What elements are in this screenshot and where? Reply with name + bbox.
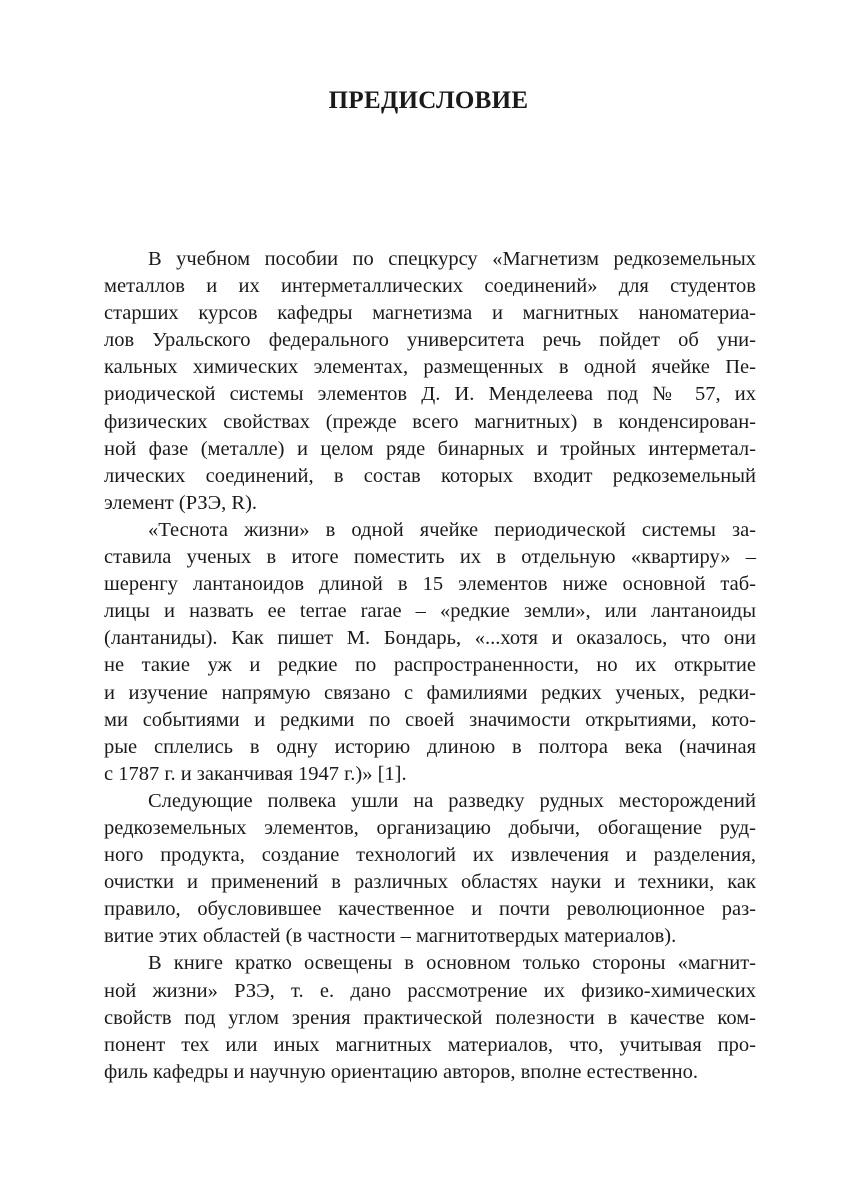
text-line: ной фазе (металле) и целом ряде бинарных и тройных интерметал- bbox=[104, 437, 756, 460]
paragraph bbox=[104, 788, 756, 951]
text-line: правило, обусловившее качественное и почти революционное раз- bbox=[104, 898, 756, 921]
text-line: элемент (РЗЭ, R). bbox=[104, 491, 258, 514]
text-line: лицы и назвать ее terrae rarae – «редкие земли», или лантаноиды bbox=[104, 600, 756, 623]
paragraph bbox=[104, 517, 756, 788]
text-line: В книге кратко освещены в основном только стороны «магнит- bbox=[148, 952, 756, 975]
text-line: старших курсов кафедры магнетизма и магнитных наноматериа- bbox=[104, 302, 756, 325]
text-line: кальных химических элементах, размещенных в одной ячейке Пе- bbox=[104, 356, 756, 379]
text-line: очистки и применений в различных областях науки и техники, как bbox=[104, 871, 756, 894]
text-line: «Теснота жизни» в одной ячейке периодической системы за- bbox=[148, 518, 756, 541]
text-line: ного продукта, создание технологий их извлечения и разделения, bbox=[104, 844, 756, 867]
paragraph bbox=[104, 950, 756, 1085]
text-line: металлов и их интерметаллических соединений» для студентов bbox=[104, 275, 756, 298]
text-line: с 1787 г. и заканчивая 1947 г.)» [1]. bbox=[104, 762, 407, 785]
text-line: лических соединений, в состав которых входит редкоземельный bbox=[104, 464, 756, 487]
body-text bbox=[104, 246, 756, 1086]
text-line: шеренгу лантаноидов длиной в 15 элементов ниже основной таб- bbox=[104, 573, 756, 596]
text-line: физических свойствах (прежде всего магнитных) в конденсирован- bbox=[104, 410, 756, 433]
text-line: В учебном пособии по спецкурсу «Магнетизм редкоземельных bbox=[148, 248, 756, 270]
text-line: не такие уж и редкие по распространенности, но их открытие bbox=[104, 654, 756, 677]
text-line: понент тех или иных магнитных материалов, что, учитывая про- bbox=[104, 1033, 756, 1056]
page-title: ПРЕДИСЛОВИЕ bbox=[328, 87, 529, 114]
text-line: и изучение напрямую связано с фамилиями редких ученых, редки- bbox=[104, 681, 756, 704]
text-line: (лантаниды). Как пишет М. Бондарь, «...хотя и оказалось, что они bbox=[104, 627, 756, 650]
text-line: рые сплелись в одну историю длиною в полтора века (начиная bbox=[104, 735, 756, 758]
text-line: ной жизни» РЗЭ, т. е. дано рассмотрение их физико-химических bbox=[104, 979, 756, 1002]
text-line: витие этих областей (в частности – магнитотвердых материалов). bbox=[104, 925, 677, 948]
text-line: редкоземельных элементов, организацию добычи, обогащение руд- bbox=[104, 816, 756, 839]
text-line: свойств под углом зрения практической полезности в качестве ком- bbox=[104, 1006, 756, 1029]
text-line: ми событиями и редкими по своей значимости открытиями, кото- bbox=[104, 708, 756, 731]
text-line: риодической системы элементов Д. И. Менделеева под № 57, их bbox=[104, 383, 756, 406]
text-line: лов Уральского федерального университета речь пойдет об уни- bbox=[104, 329, 756, 352]
text-line: филь кафедры и научную ориентацию авторов, вполне естественно. bbox=[104, 1060, 698, 1083]
text-line: Следующие полвека ушли на разведку рудных месторождений bbox=[148, 789, 756, 812]
text-line: ставила ученых в итоге поместить их в отдельную «квартиру» – bbox=[104, 546, 756, 569]
paragraph bbox=[104, 246, 756, 517]
